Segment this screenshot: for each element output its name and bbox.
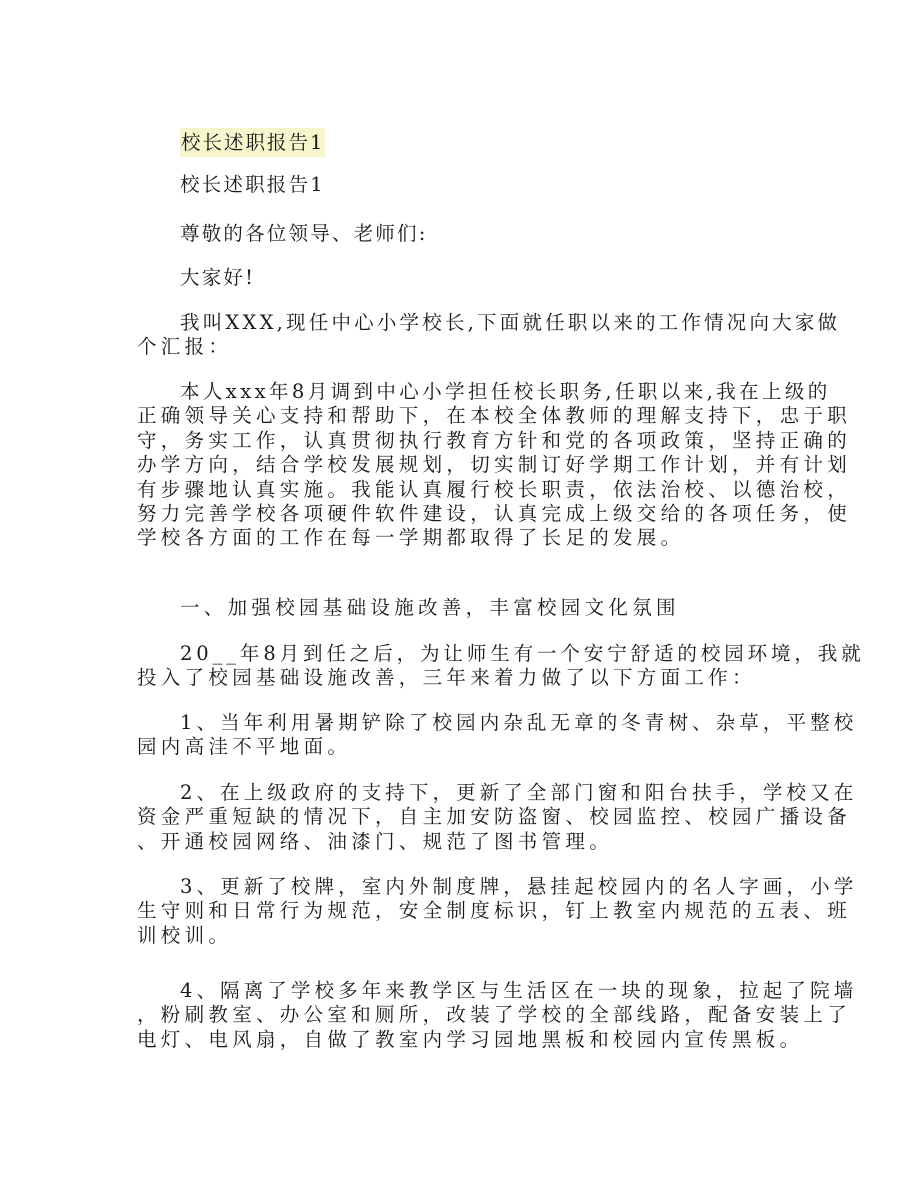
paragraph-item-1	[137, 711, 858, 760]
highlighted-title: 校长述职报告1	[180, 128, 325, 157]
paragraph-line: 学校各方面的工作在每一学期都取得了长足的发展。	[137, 526, 685, 550]
paragraph-line: 资金严重短缺的情况下，自主加安防盗窗、校园监控、校园广播设备	[137, 805, 852, 829]
title-block	[137, 173, 777, 197]
paragraph-line: 个汇报：	[137, 335, 233, 359]
paragraph-overview	[137, 380, 852, 551]
paragraph-line: 、开通校园网络、油漆门、规范了图书管理。	[137, 829, 614, 853]
paragraph-line: 4、隔离了学校多年来教学区与生活区在一块的现象，拉起了院墙	[180, 979, 858, 1002]
paragraph-line: 1、当年利用暑期铲除了校园内杂乱无章的冬青树、杂草，平整校	[180, 711, 858, 734]
paragraph-line: 训校训。	[137, 923, 233, 947]
paragraph-item-4	[137, 979, 858, 1052]
paragraph-line: 我叫XXX,现任中心小学校长,下面就任职以来的工作情况向大家做	[180, 311, 841, 334]
paragraph-line: 园内高洼不平地面。	[137, 735, 352, 759]
paragraph-line: 办学方向，结合学校发展规划，切实制订好学期工作计划，并有计划	[137, 453, 852, 477]
paragraph-line: 守，务实工作，认真贯彻执行教育方针和党的各项政策，坚持正确的	[137, 428, 852, 452]
paragraph-line: 努力完善学校各项硬件软件建设，认真完成上级交给的各项任务，使	[137, 501, 852, 525]
paragraph-section1-intro	[137, 642, 865, 691]
paragraph-item-2	[137, 781, 858, 854]
salutation-block	[137, 222, 777, 246]
section-heading: 一、加强校园基础设施改善，丰富校园文化氛围	[180, 596, 680, 619]
paragraph-intro	[137, 311, 841, 360]
paragraph-line: 生守则和日常行为规范，安全制度标识，钉上教室内规范的五表、班	[137, 899, 852, 923]
paragraph-line: 投入了校园基础设施改善，三年来着力做了以下方面工作：	[137, 666, 756, 690]
greeting: 大家好!	[180, 266, 256, 289]
paragraph-line: 3、更新了校牌，室内外制度牌，悬挂起校园内的名人字画，小学	[180, 875, 858, 898]
highlighted-title-block	[137, 128, 777, 157]
document-title: 校长述职报告1	[180, 173, 325, 196]
paragraph-line: 电灯、电风扇，自做了教室内学习园地黑板和校园内宣传黑板。	[137, 1027, 804, 1051]
paragraph-line: 正确领导关心支持和帮助下，在本校全体教师的理解支持下，忠于职	[137, 404, 852, 428]
paragraph-line: 20__年8月到任之后，为让师生有一个安宁舒适的校园环境，我就	[180, 642, 865, 665]
section-heading-1	[137, 596, 777, 620]
salutation: 尊敬的各位领导、老师们:	[180, 222, 428, 245]
paragraph-line: 有步骤地认真实施。我能认真履行校长职责，依法治校、以德治校，	[137, 477, 852, 501]
paragraph-item-3	[137, 875, 858, 948]
greeting-block	[137, 266, 777, 290]
paragraph-line: 2、在上级政府的支持下，更新了全部门窗和阳台扶手，学校又在	[180, 781, 858, 804]
paragraph-line: ，粉刷教室、办公室和厕所，改装了学校的全部线路，配备安装上了	[137, 1003, 852, 1027]
paragraph-line: 本人xxx年8月调到中心小学担任校长职务,任职以来,我在上级的	[180, 380, 831, 403]
